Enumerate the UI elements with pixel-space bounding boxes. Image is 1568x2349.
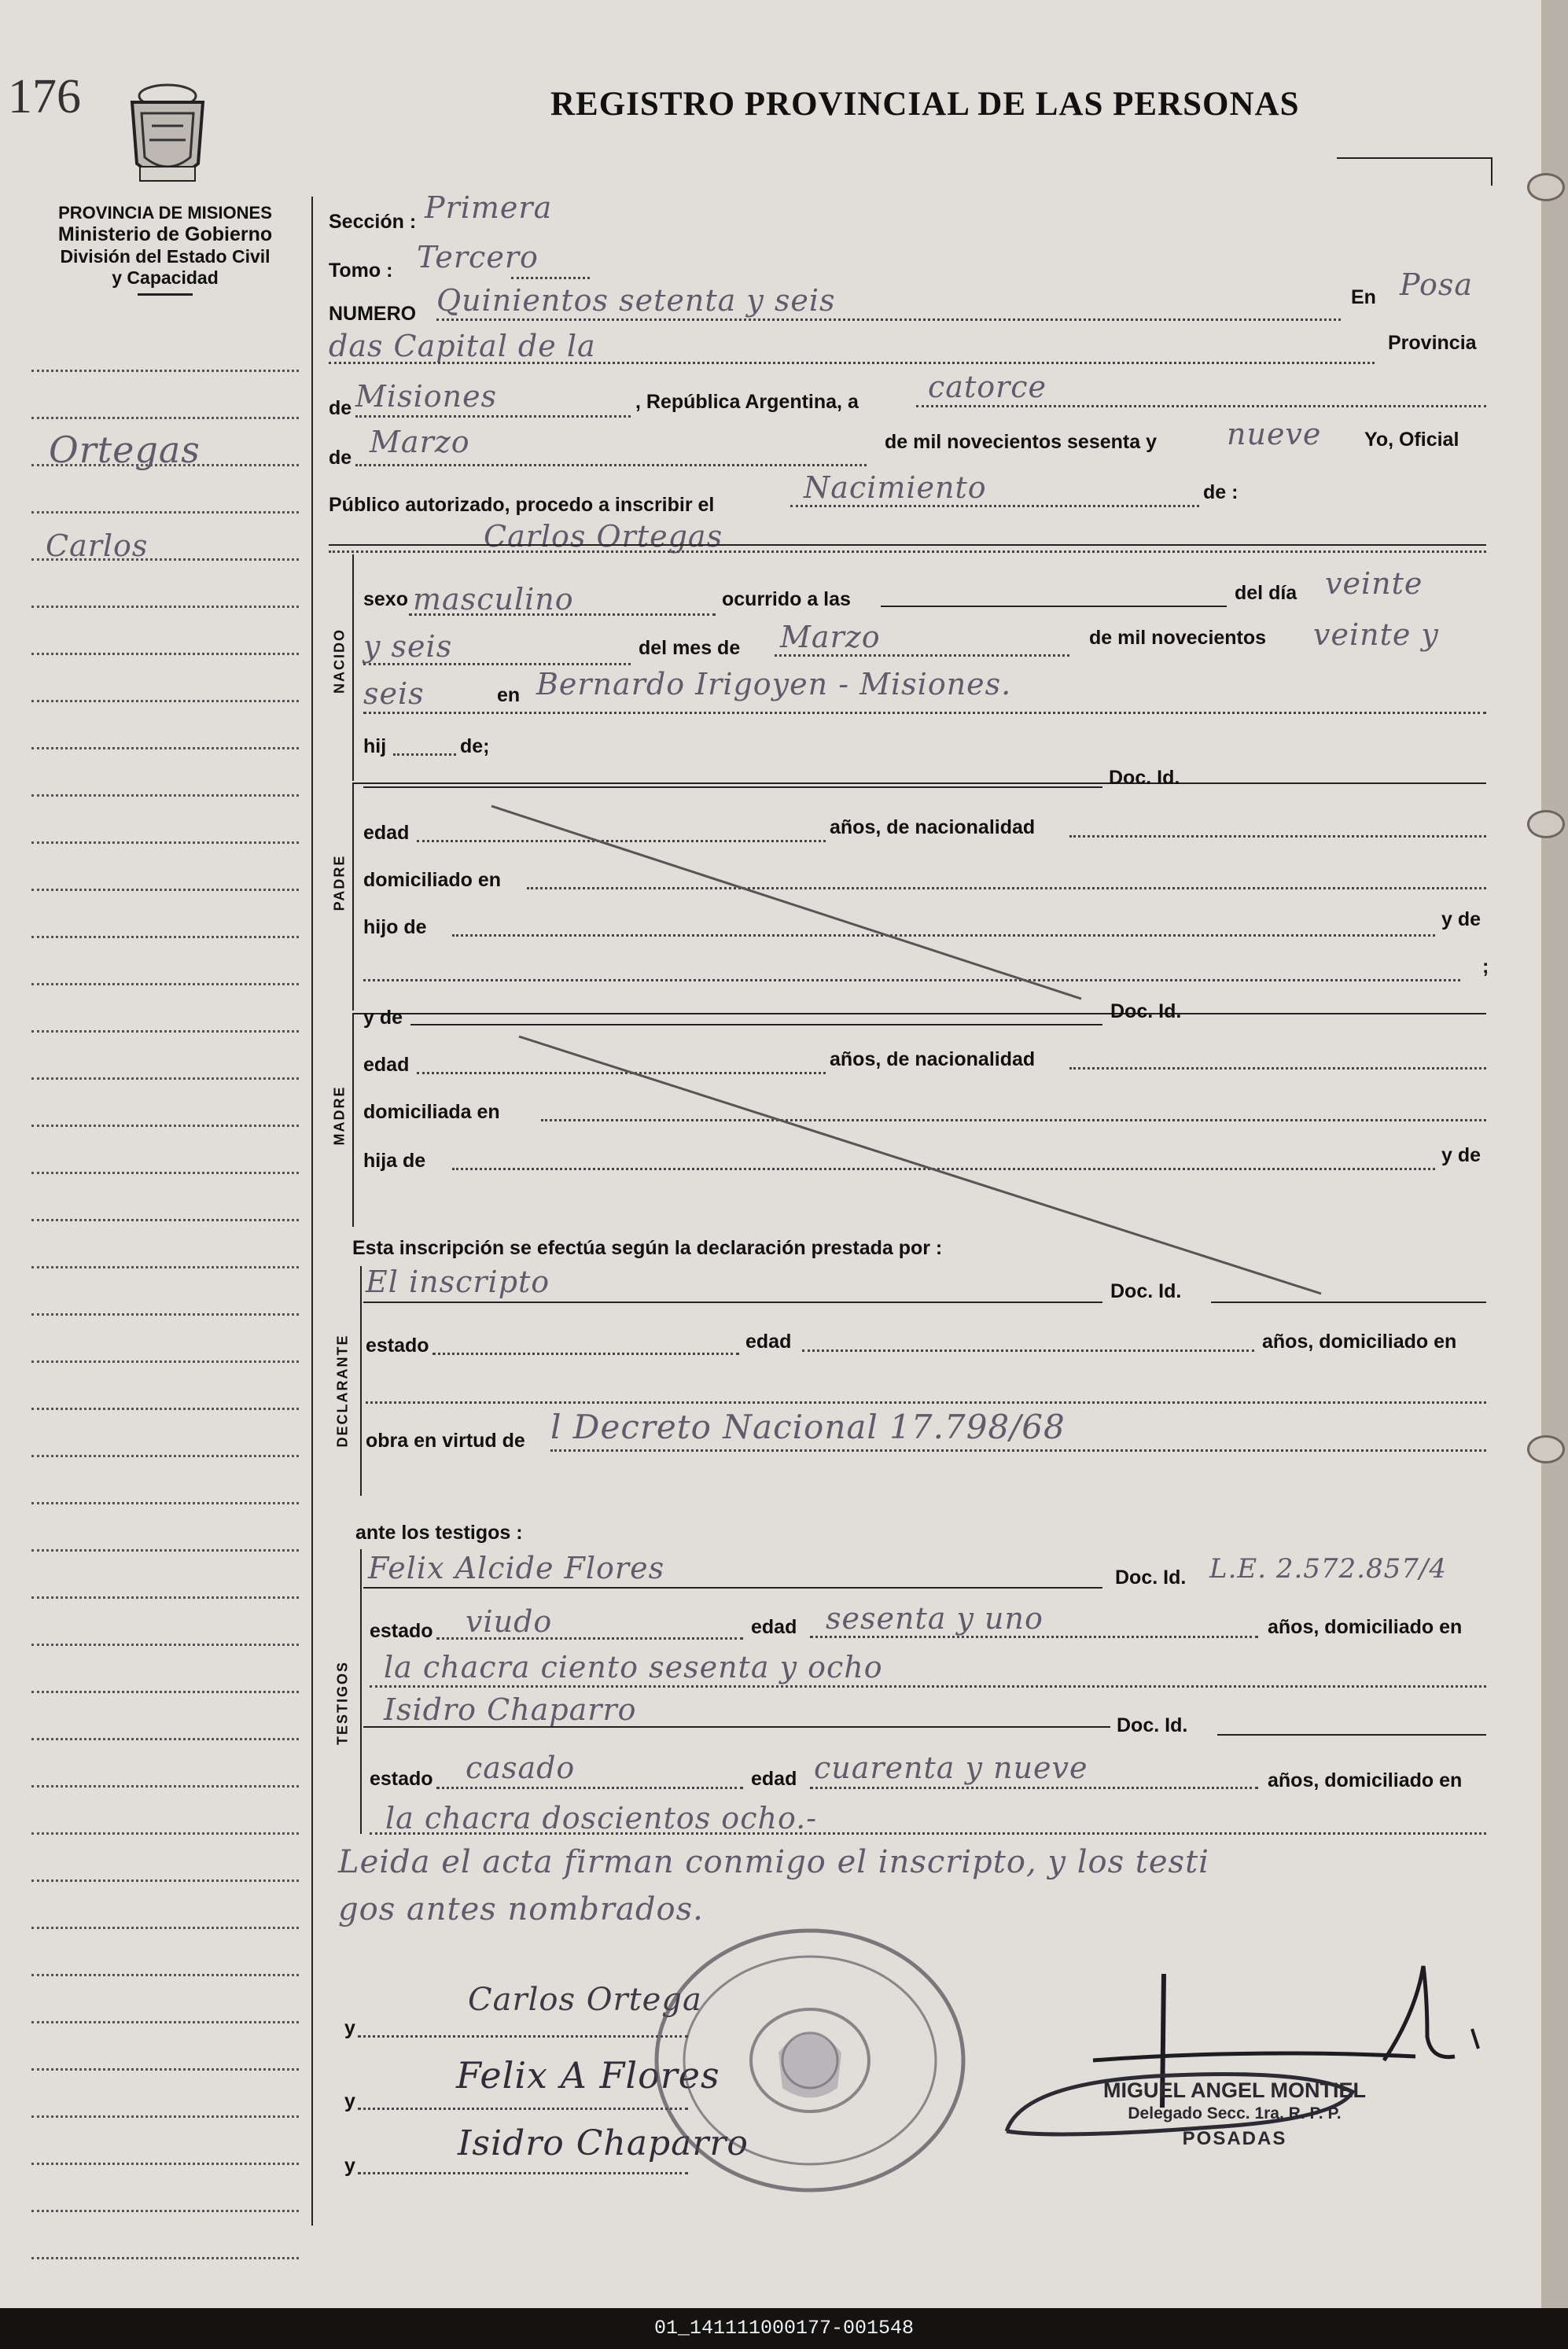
closing-line-2: gos antes nombrados.: [338, 1891, 704, 1927]
section-label-madre: MADRE: [331, 1085, 348, 1146]
label-doc-id-madre: Doc. Id.: [1110, 1000, 1182, 1022]
margin-given-name: Carlos: [46, 528, 149, 563]
label-de-colon: de :: [1203, 481, 1239, 503]
signature-3: Isidro Chaparro: [458, 2123, 749, 2163]
value-birth-year-b: seis: [363, 676, 425, 711]
signature-mark-1: y: [344, 2017, 355, 2039]
section-label-declarante: DECLARANTE: [334, 1334, 351, 1448]
label-seccion: Sección :: [329, 211, 417, 233]
label-republica: , República Argentina, a: [635, 391, 859, 413]
label-sexo: sexo: [363, 588, 408, 610]
binding-ring-3: [1527, 1435, 1565, 1464]
value-seccion: Primera: [425, 190, 553, 225]
value-tomo: Tercero: [417, 240, 539, 274]
margin-surname: Ortegas: [49, 429, 201, 471]
document-title: REGISTRO PROVINCIAL DE LAS PERSONAS: [550, 86, 1300, 123]
signature-1: Carlos Ortega: [468, 1982, 702, 2018]
label-anos-dom-declarante: años, domiciliado en: [1262, 1331, 1457, 1353]
value-birth-month: Marzo: [780, 620, 881, 654]
label-en: En: [1351, 286, 1376, 308]
value-testigo1-estado: viudo: [466, 1604, 553, 1639]
label-estado-testigo2: estado: [370, 1768, 433, 1790]
value-testigo1-edad: sesenta y uno: [826, 1601, 1043, 1636]
label-en-lugar: en: [497, 684, 521, 706]
label-anos-dom-testigo2: años, domiciliado en: [1268, 1769, 1463, 1791]
label-anos-nac-padre: años, de nacionalidad: [830, 816, 1036, 838]
label-ante-testigos: ante los testigos :: [355, 1522, 523, 1544]
label-de-semicolon: de;: [460, 735, 490, 757]
value-acta-type: Nacimiento: [804, 470, 987, 505]
label-edad-testigo1: edad: [751, 1616, 797, 1638]
label-mil-novecientos-2: de mil novecientos: [1089, 627, 1267, 649]
label-estado-testigo1: estado: [370, 1620, 433, 1642]
value-month: Marzo: [370, 425, 470, 459]
value-day-a: veinte: [1325, 566, 1423, 601]
label-hij: hij: [363, 735, 387, 757]
label-y-de-madre: y de: [363, 1007, 403, 1029]
value-day: catorce: [928, 370, 1047, 404]
label-anos-dom-testigo1: años, domiciliado en: [1268, 1616, 1463, 1638]
label-hijo-de: hijo de: [363, 916, 427, 938]
official-round-seal: [645, 1919, 975, 2202]
label-ocurrido: ocurrido a las: [722, 588, 851, 610]
value-testigo2-edad: cuarenta y nueve: [814, 1751, 1088, 1785]
value-registered-name: Carlos Ortegas: [484, 519, 723, 554]
signature-mark-2: y: [344, 2090, 355, 2112]
label-domiciliado-padre: domiciliado en: [363, 869, 502, 891]
section-label-nacido: NACIDO: [331, 628, 348, 694]
label-del-dia: del día: [1235, 582, 1297, 604]
label-domiciliada-madre: domiciliada en: [363, 1101, 500, 1123]
label-declaracion: Esta inscripción se efectúa según la declaración prestada por :: [352, 1237, 943, 1259]
label-edad-padre: edad: [363, 822, 410, 844]
value-day-b: y seis: [363, 629, 453, 664]
value-provincia: Misiones: [355, 379, 498, 414]
value-en-city: Posa: [1400, 267, 1474, 302]
label-y-de-padre: y de: [1441, 908, 1482, 930]
issuer-province: PROVINCIA DE MISIONES: [58, 203, 272, 223]
binding-ring-1: [1527, 173, 1565, 201]
officer-stamp: [1069, 2078, 1400, 2150]
signature-mark-3: y: [344, 2155, 355, 2177]
value-birth-place: Bernardo Irigoyen - Misiones.: [536, 667, 1012, 701]
label-anos-nac-madre: años, de nacionalidad: [830, 1048, 1036, 1070]
value-birth-year-a: veinte y: [1313, 617, 1439, 652]
scan-id-footer: 01_141111000177-001548: [0, 2308, 1568, 2349]
label-edad-madre: edad: [363, 1054, 410, 1076]
issuer-division: División del Estado Civil: [60, 246, 271, 267]
label-yo-oficial: Yo, Oficial: [1364, 429, 1459, 451]
label-mil-novecientos: de mil novecientos sesenta y: [885, 431, 1157, 453]
label-numero: NUMERO: [329, 303, 417, 325]
label-estado-declarante: estado: [366, 1335, 429, 1357]
label-y-de-madre-2: y de: [1441, 1144, 1482, 1166]
label-semicolon-padre: ;: [1482, 955, 1489, 978]
value-testigo1-name: Felix Alcide Flores: [368, 1551, 665, 1585]
label-obra: obra en virtud de: [366, 1430, 525, 1452]
binding-ring-2: [1527, 810, 1565, 838]
value-declarante: El inscripto: [366, 1265, 550, 1299]
value-testigo2-name: Isidro Chaparro: [384, 1692, 637, 1727]
label-doc-id-testigo1: Doc. Id.: [1115, 1567, 1187, 1589]
value-obra: l Decreto Nacional 17.798/68: [550, 1408, 1066, 1446]
label-doc-id-declarante: Doc. Id.: [1110, 1280, 1182, 1302]
issuer-ministry: Ministerio de Gobierno: [57, 223, 273, 245]
label-provincia: Provincia: [1388, 332, 1477, 354]
value-testigo1-doc: L.E. 2.572.857/4: [1209, 1553, 1447, 1585]
label-doc-id-padre: Doc. Id.: [1109, 767, 1180, 789]
value-sexo: masculino: [413, 582, 574, 617]
closing-line-1: Leida el acta firman conmigo el inscripto, y los testi: [338, 1844, 1209, 1880]
label-de-mes: de: [329, 447, 352, 469]
label-edad-declarante: edad: [745, 1331, 792, 1353]
issuer-capacity: y Capacidad: [112, 267, 219, 288]
value-numero: Quinientos setenta y seis: [436, 283, 836, 318]
label-del-mes: del mes de: [639, 637, 741, 659]
value-testigo1-dom: la chacra ciento sesenta y ocho: [384, 1650, 883, 1684]
value-testigo2-estado: casado: [466, 1751, 576, 1785]
label-publico: Público autorizado, procedo a inscribir el: [329, 494, 715, 516]
binding-edge: [1541, 0, 1568, 2308]
value-year-suffix: nueve: [1227, 417, 1322, 451]
value-testigo2-dom: la chacra doscientos ocho.-: [385, 1801, 818, 1835]
signature-2: Felix A Flores: [456, 2054, 720, 2097]
section-label-padre: PADRE: [331, 854, 348, 911]
label-tomo: Tomo :: [329, 260, 393, 282]
officer-city: POSADAS: [1182, 2128, 1287, 2149]
label-edad-testigo2: edad: [751, 1768, 797, 1790]
label-hija-de: hija de: [363, 1150, 426, 1172]
officer-role: Delegado Secc. 1ra. R. P. P.: [1128, 2104, 1342, 2123]
section-label-testigos: TESTIGOS: [334, 1661, 351, 1746]
value-city-line: das Capital de la: [329, 329, 596, 363]
label-doc-id-testigo2: Doc. Id.: [1117, 1714, 1188, 1736]
officer-name: MIGUEL ANGEL MONTIEL: [1102, 2078, 1366, 2102]
label-de-provincia: de: [329, 397, 352, 419]
page-number: 176: [8, 70, 81, 123]
